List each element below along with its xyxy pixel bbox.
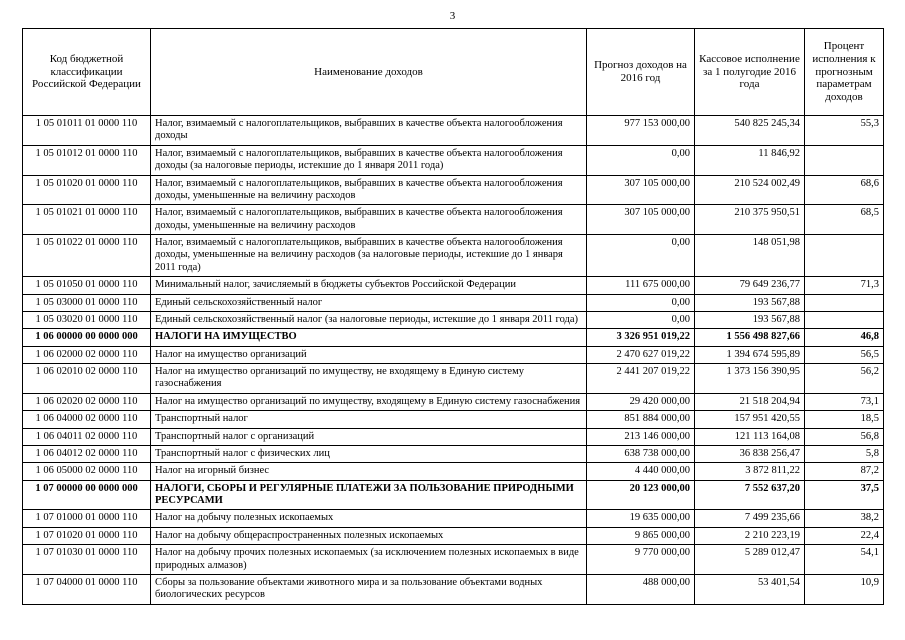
cell-revenue-name: Единый сельскохозяйственный налог	[151, 294, 587, 311]
table-row	[23, 545, 884, 575]
cell-forecast-amount: 9 770 000,00	[587, 545, 695, 575]
cell-percent: 37,5	[805, 480, 884, 510]
cell-percent: 56,5	[805, 346, 884, 363]
table-row	[23, 346, 884, 363]
cell-percent	[805, 294, 884, 311]
cell-budget-code: 1 05 01022 01 0000 110	[23, 235, 151, 277]
table-row	[23, 311, 884, 328]
cell-revenue-name: Минимальный налог, зачисляемый в бюджеты субъектов Российской Федерации	[151, 277, 587, 294]
cell-execution-amount: 121 113 164,08	[695, 428, 805, 445]
table-row	[23, 277, 884, 294]
cell-percent: 73,1	[805, 393, 884, 410]
table-row	[23, 364, 884, 394]
cell-percent: 10,9	[805, 574, 884, 604]
column-header-execution: Кассовое исполнение за 1 полугодие 2016 года	[695, 29, 805, 116]
cell-forecast-amount: 2 470 627 019,22	[587, 346, 695, 363]
cell-execution-amount: 1 394 674 595,89	[695, 346, 805, 363]
table-row	[23, 480, 884, 510]
cell-revenue-name: Налог, взимаемый с налогоплательщиков, выбравших в качестве объекта налогообложения доходы, уменьшенные на величину расходов	[151, 175, 587, 205]
cell-execution-amount: 7 552 637,20	[695, 480, 805, 510]
cell-execution-amount: 540 825 245,34	[695, 116, 805, 146]
cell-forecast-amount: 638 738 000,00	[587, 445, 695, 462]
column-header-name: Наименование доходов	[151, 29, 587, 116]
cell-execution-amount: 36 838 256,47	[695, 445, 805, 462]
cell-revenue-name: Транспортный налог	[151, 411, 587, 428]
cell-budget-code: 1 05 01012 01 0000 110	[23, 145, 151, 175]
cell-revenue-name: НАЛОГИ НА ИМУЩЕСТВО	[151, 329, 587, 346]
cell-revenue-name: Транспортный налог с физических лиц	[151, 445, 587, 462]
cell-revenue-name: Налог, взимаемый с налогоплательщиков, выбравших в качестве объекта налогообложения доходы (за налоговые периоды, истекшие до 1 января 2011 года)	[151, 145, 587, 175]
column-header-percent: Процент исполнения к прогнозным параметрам доходов	[805, 29, 884, 116]
cell-budget-code: 1 05 03020 01 0000 110	[23, 311, 151, 328]
cell-forecast-amount: 0,00	[587, 311, 695, 328]
table-row	[23, 294, 884, 311]
cell-execution-amount: 7 499 235,66	[695, 510, 805, 527]
cell-budget-code: 1 05 01011 01 0000 110	[23, 116, 151, 146]
cell-percent	[805, 311, 884, 328]
table-row	[23, 574, 884, 604]
cell-forecast-amount: 0,00	[587, 145, 695, 175]
cell-budget-code: 1 06 02010 02 0000 110	[23, 364, 151, 394]
cell-revenue-name: Налог на добычу полезных ископаемых	[151, 510, 587, 527]
table-body	[23, 116, 884, 605]
cell-forecast-amount: 19 635 000,00	[587, 510, 695, 527]
cell-budget-code: 1 05 01020 01 0000 110	[23, 175, 151, 205]
cell-revenue-name: Налог на добычу общераспространенных полезных ископаемых	[151, 527, 587, 544]
cell-percent	[805, 235, 884, 277]
cell-execution-amount: 1 373 156 390,95	[695, 364, 805, 394]
cell-percent: 46,8	[805, 329, 884, 346]
table-row	[23, 510, 884, 527]
cell-execution-amount: 1 556 498 827,66	[695, 329, 805, 346]
cell-forecast-amount: 851 884 000,00	[587, 411, 695, 428]
cell-execution-amount: 193 567,88	[695, 294, 805, 311]
cell-execution-amount: 3 872 811,22	[695, 463, 805, 480]
cell-percent: 18,5	[805, 411, 884, 428]
table-row	[23, 527, 884, 544]
table-row	[23, 145, 884, 175]
cell-budget-code: 1 07 01000 01 0000 110	[23, 510, 151, 527]
cell-forecast-amount: 307 105 000,00	[587, 175, 695, 205]
cell-percent: 54,1	[805, 545, 884, 575]
cell-revenue-name: Единый сельскохозяйственный налог (за налоговые периоды, истекшие до 1 января 2011 года)	[151, 311, 587, 328]
cell-forecast-amount: 0,00	[587, 235, 695, 277]
table-row	[23, 205, 884, 235]
cell-revenue-name: Налог на добычу прочих полезных ископаемых (за исключением полезных ископаемых в виде природных алмазов)	[151, 545, 587, 575]
cell-forecast-amount: 488 000,00	[587, 574, 695, 604]
cell-percent: 68,5	[805, 205, 884, 235]
cell-execution-amount: 53 401,54	[695, 574, 805, 604]
cell-forecast-amount: 977 153 000,00	[587, 116, 695, 146]
cell-revenue-name: Сборы за пользование объектами животного мира и за пользование объектами водных биологических ресурсов	[151, 574, 587, 604]
cell-revenue-name: Налог на имущество организаций по имуществу, не входящему в Единую систему газоснабжения	[151, 364, 587, 394]
cell-execution-amount: 2 210 223,19	[695, 527, 805, 544]
cell-execution-amount: 5 289 012,47	[695, 545, 805, 575]
cell-budget-code: 1 06 02000 02 0000 110	[23, 346, 151, 363]
cell-forecast-amount: 20 123 000,00	[587, 480, 695, 510]
cell-forecast-amount: 4 440 000,00	[587, 463, 695, 480]
cell-revenue-name: Налог на имущество организаций по имуществу, входящему в Единую систему газоснабжения	[151, 393, 587, 410]
cell-execution-amount: 148 051,98	[695, 235, 805, 277]
cell-execution-amount: 21 518 204,94	[695, 393, 805, 410]
table-row	[23, 329, 884, 346]
table-row	[23, 393, 884, 410]
cell-forecast-amount: 29 420 000,00	[587, 393, 695, 410]
cell-percent: 56,2	[805, 364, 884, 394]
cell-percent: 38,2	[805, 510, 884, 527]
cell-execution-amount: 79 649 236,77	[695, 277, 805, 294]
cell-forecast-amount: 0,00	[587, 294, 695, 311]
page-number: 3	[449, 10, 456, 22]
cell-revenue-name: Налог на имущество организаций	[151, 346, 587, 363]
cell-revenue-name: Налог, взимаемый с налогоплательщиков, выбравших в качестве объекта налогообложения доходы	[151, 116, 587, 146]
cell-budget-code: 1 07 01020 01 0000 110	[23, 527, 151, 544]
cell-revenue-name: Налог на игорный бизнес	[151, 463, 587, 480]
cell-budget-code: 1 06 04011 02 0000 110	[23, 428, 151, 445]
cell-execution-amount: 193 567,88	[695, 311, 805, 328]
table-row	[23, 235, 884, 277]
table-row	[23, 463, 884, 480]
cell-budget-code: 1 06 05000 02 0000 110	[23, 463, 151, 480]
cell-percent: 71,3	[805, 277, 884, 294]
cell-budget-code: 1 05 01050 01 0000 110	[23, 277, 151, 294]
cell-budget-code: 1 06 02020 02 0000 110	[23, 393, 151, 410]
table-row	[23, 411, 884, 428]
cell-percent: 56,8	[805, 428, 884, 445]
column-header-code: Код бюджетной классификации Российской Федерации	[23, 29, 151, 116]
cell-percent: 68,6	[805, 175, 884, 205]
cell-revenue-name: НАЛОГИ, СБОРЫ И РЕГУЛЯРНЫЕ ПЛАТЕЖИ ЗА ПОЛЬЗОВАНИЕ ПРИРОДНЫМИ РЕСУРСАМИ	[151, 480, 587, 510]
cell-budget-code: 1 07 04000 01 0000 110	[23, 574, 151, 604]
cell-forecast-amount: 307 105 000,00	[587, 205, 695, 235]
cell-revenue-name: Налог, взимаемый с налогоплательщиков, выбравших в качестве объекта налогообложения доходы, уменьшенные на величину расходов (за налоговые периоды, истекшие до 1 января 2011 года)	[151, 235, 587, 277]
table-row	[23, 175, 884, 205]
cell-execution-amount: 157 951 420,55	[695, 411, 805, 428]
table-row	[23, 445, 884, 462]
cell-forecast-amount: 2 441 207 019,22	[587, 364, 695, 394]
cell-budget-code: 1 06 00000 00 0000 000	[23, 329, 151, 346]
cell-budget-code: 1 05 01021 01 0000 110	[23, 205, 151, 235]
cell-percent: 22,4	[805, 527, 884, 544]
cell-forecast-amount: 3 326 951 019,22	[587, 329, 695, 346]
cell-revenue-name: Налог, взимаемый с налогоплательщиков, выбравших в качестве объекта налогообложения доходы, уменьшенные на величину расходов	[151, 205, 587, 235]
table-header-row	[23, 29, 884, 116]
cell-execution-amount: 210 524 002,49	[695, 175, 805, 205]
cell-percent: 55,3	[805, 116, 884, 146]
cell-forecast-amount: 9 865 000,00	[587, 527, 695, 544]
cell-forecast-amount: 111 675 000,00	[587, 277, 695, 294]
cell-budget-code: 1 06 04000 02 0000 110	[23, 411, 151, 428]
cell-budget-code: 1 07 01030 01 0000 110	[23, 545, 151, 575]
cell-execution-amount: 210 375 950,51	[695, 205, 805, 235]
cell-budget-code: 1 07 00000 00 0000 000	[23, 480, 151, 510]
cell-percent: 5,8	[805, 445, 884, 462]
cell-forecast-amount: 213 146 000,00	[587, 428, 695, 445]
cell-budget-code: 1 05 03000 01 0000 110	[23, 294, 151, 311]
column-header-forecast: Прогноз доходов на 2016 год	[587, 29, 695, 116]
cell-percent	[805, 145, 884, 175]
table-row	[23, 428, 884, 445]
table-row	[23, 116, 884, 146]
cell-budget-code: 1 06 04012 02 0000 110	[23, 445, 151, 462]
cell-execution-amount: 11 846,92	[695, 145, 805, 175]
budget-revenue-table	[22, 28, 884, 605]
cell-revenue-name: Транспортный налог с организаций	[151, 428, 587, 445]
cell-percent: 87,2	[805, 463, 884, 480]
